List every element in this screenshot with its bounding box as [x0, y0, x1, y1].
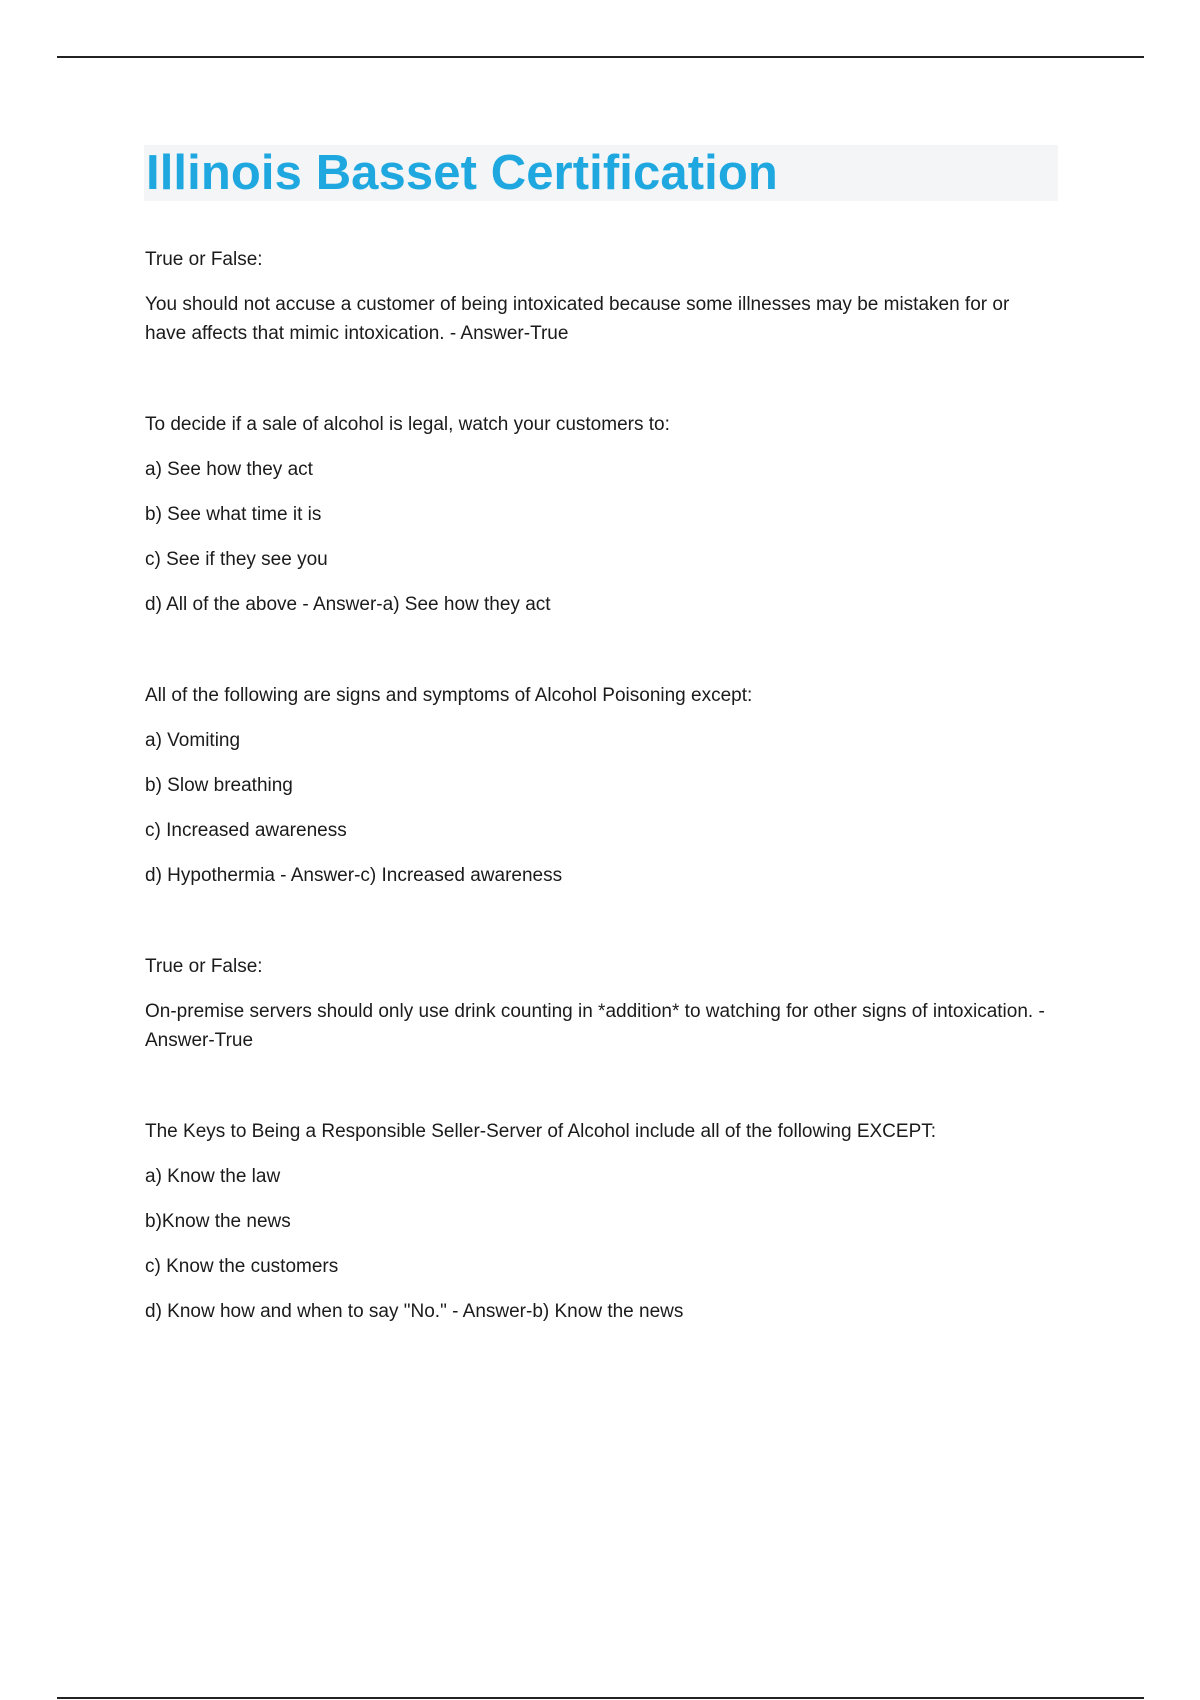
document-title: Illinois Basset Certification: [146, 146, 778, 200]
answer-option: a) Know the law: [145, 1166, 281, 1187]
question-prompt: The Keys to Being a Responsible Seller-Server of Alcohol include all of the following EXCEPT:: [145, 1121, 937, 1142]
question-prompt: True or False:: [145, 956, 263, 977]
header-rule: [57, 56, 1144, 58]
answer-option: c) Increased awareness: [145, 820, 347, 841]
question-block: [145, 1117, 1045, 1326]
question-list: [145, 245, 1045, 1388]
question-block: [145, 245, 1045, 348]
answer-option: b)Know the news: [145, 1211, 291, 1232]
question-block: [145, 410, 1045, 619]
question-block: [145, 681, 1045, 890]
answer-option-with-answer: d) Hypothermia - Answer-c) Increased awareness: [145, 865, 563, 886]
answer-option: c) See if they see you: [145, 549, 328, 570]
answer-option-with-answer: d) All of the above - Answer-a) See how they act: [145, 594, 551, 615]
answer-option: b) See what time it is: [145, 504, 322, 525]
question-prompt: All of the following are signs and symptoms of Alcohol Poisoning except:: [145, 685, 753, 706]
answer-option: a) Vomiting: [145, 730, 241, 751]
question-statement-answer: On-premise servers should only use drink counting in *addition* to watching for other signs of intoxication. - Answer-True: [145, 1001, 1045, 1051]
question-statement-answer: You should not accuse a customer of being intoxicated because some illnesses may be mistaken for or have affects that mimic intoxication. - Answer-True: [145, 294, 1010, 344]
answer-option: b) Slow breathing: [145, 775, 293, 796]
footer-rule: [57, 1697, 1144, 1699]
question-prompt: True or False:: [145, 249, 263, 270]
answer-option-with-answer: d) Know how and when to say "No." - Answer-b) Know the news: [145, 1301, 684, 1322]
question-block: [145, 952, 1045, 1055]
answer-option: c) Know the customers: [145, 1256, 339, 1277]
answer-option: a) See how they act: [145, 459, 313, 480]
question-prompt: To decide if a sale of alcohol is legal, watch your customers to:: [145, 414, 670, 435]
